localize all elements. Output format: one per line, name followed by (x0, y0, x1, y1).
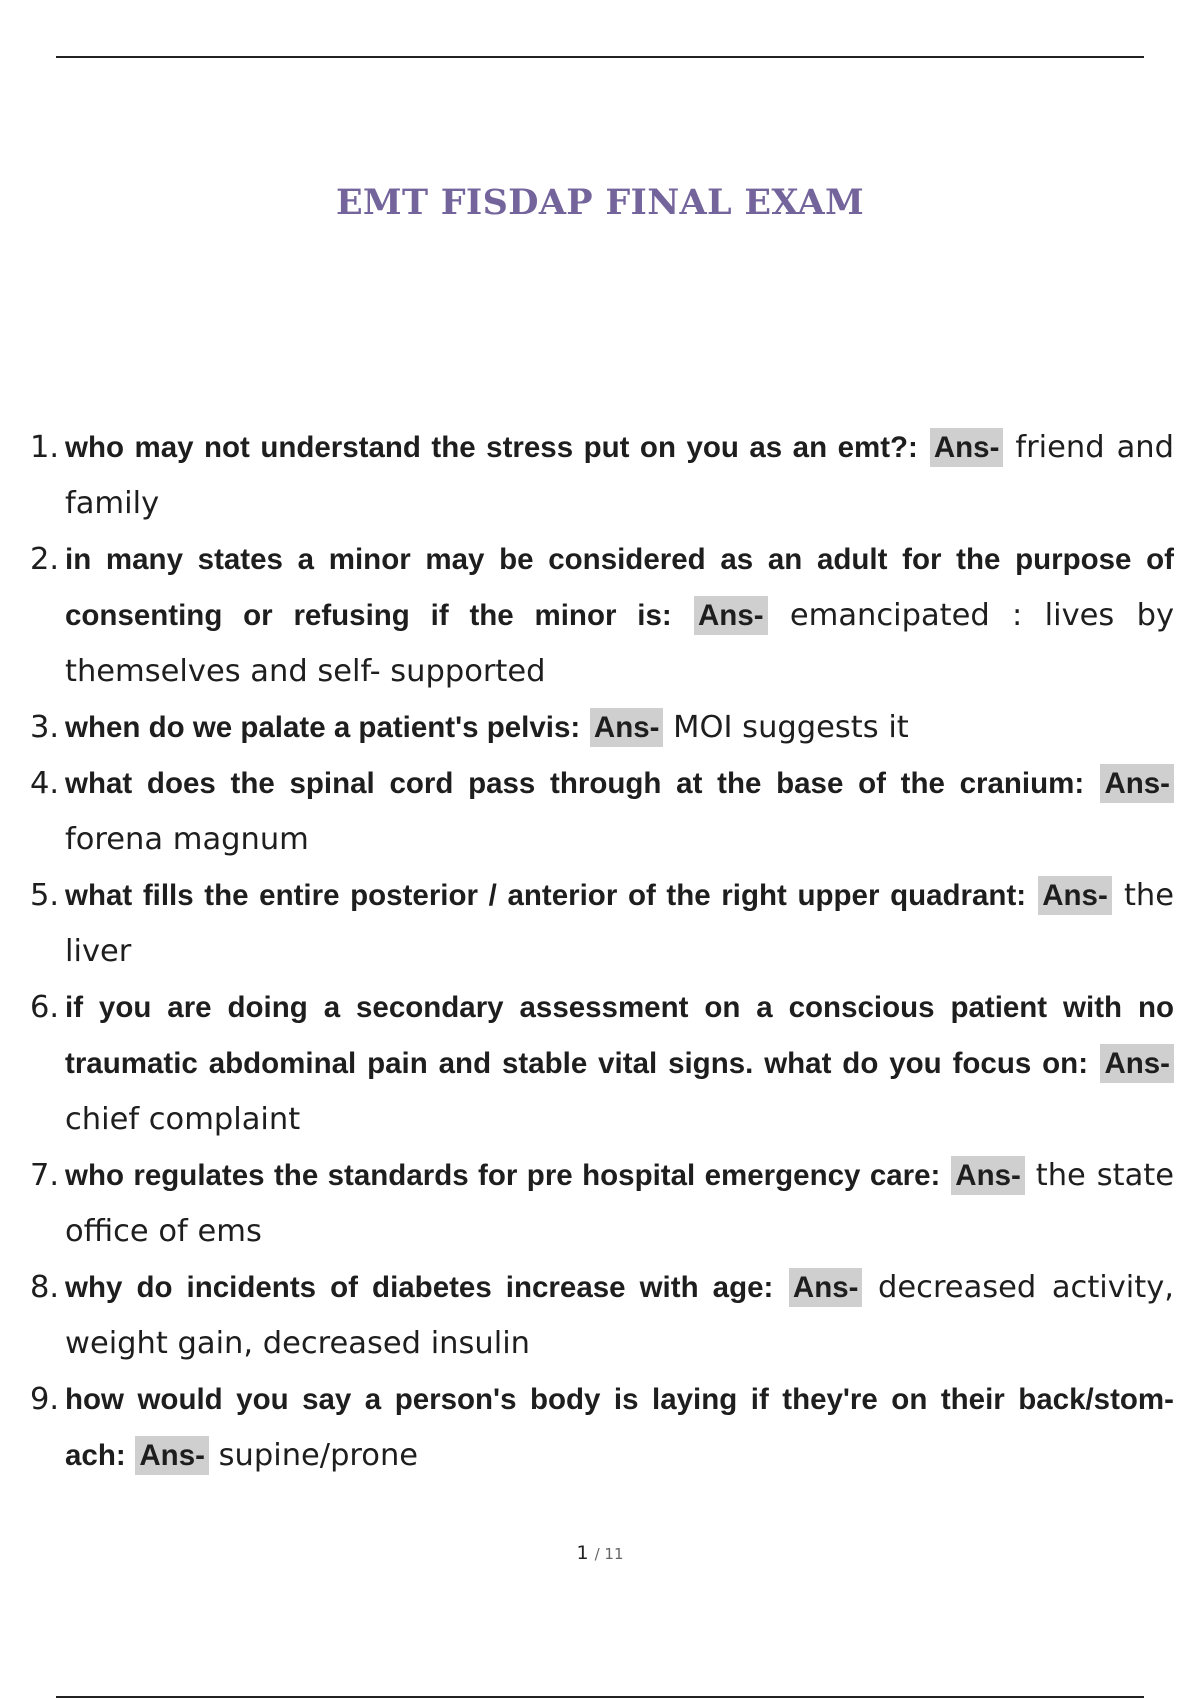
question-item-8 (30, 1260, 1174, 1372)
answer-text: decreased activity, weight gain, decreased insulin (65, 1270, 1174, 1361)
answer-text: forena magnum (65, 822, 309, 857)
answer-marker: Ans- (789, 1268, 863, 1307)
question-item-3 (30, 700, 1174, 756)
question-item-7 (30, 1148, 1174, 1260)
page-title: EMT FISDAP FINAL EXAM (335, 182, 865, 223)
answer-marker: Ans- (1100, 1044, 1174, 1083)
question-text: in many states a minor may be considered as an adult for the purpose of consenting or refusing if the minor is: (65, 543, 1174, 632)
answer-text: MOI suggests it (673, 710, 909, 745)
question-item-2 (30, 532, 1174, 700)
question-number: 9. (30, 1382, 60, 1417)
question-text: who may not understand the stress put on you as an emt?: (65, 431, 918, 464)
answer-marker: Ans- (930, 428, 1004, 467)
question-list (30, 420, 1174, 1484)
answer-marker: Ans- (694, 596, 768, 635)
question-number: 5. (30, 878, 60, 913)
answer-marker: Ans- (135, 1436, 209, 1475)
current-page: 1 (576, 1542, 589, 1564)
question-item-4 (30, 756, 1174, 868)
question-text: who regulates the standards for pre hospital emergency care: (65, 1159, 941, 1192)
total-pages: / 11 (594, 1545, 624, 1563)
answer-marker: Ans- (1100, 764, 1174, 803)
question-number: 1. (30, 430, 60, 465)
page-indicator (0, 1542, 1200, 1564)
answer-marker: Ans- (951, 1156, 1025, 1195)
question-number: 2. (30, 542, 60, 577)
question-number: 6. (30, 990, 60, 1025)
question-item-5 (30, 868, 1174, 980)
question-text: if you are doing a secondary assessment on a conscious patient with no traumatic abdominal pain and stable vital signs. what do you focus on: (65, 991, 1174, 1080)
answer-text: the state office of ems (65, 1158, 1174, 1249)
answer-text: friend and family (65, 430, 1174, 521)
question-item-1 (30, 420, 1174, 532)
bottom-rule (56, 1696, 1144, 1698)
answer-text: chief complaint (65, 1102, 301, 1137)
question-number: 4. (30, 766, 60, 801)
top-rule (56, 56, 1144, 58)
question-item-6 (30, 980, 1174, 1148)
answer-marker: Ans- (590, 708, 664, 747)
answer-text: supine/prone (218, 1438, 419, 1473)
question-text: what does the spinal cord pass through at the base of the cranium: (65, 767, 1085, 800)
question-text: what fills the entire posterior / anterior of the right upper quadrant: (65, 879, 1027, 912)
question-number: 8. (30, 1270, 60, 1305)
question-text: when do we palate a patient's pelvis: (65, 711, 581, 744)
question-text: why do incidents of diabetes increase with age: (65, 1271, 774, 1304)
question-item-9 (30, 1372, 1174, 1484)
question-text: how would you say a person's body is laying if they're on their back/stom- ach: (65, 1383, 1174, 1472)
answer-text: emancipated : lives by themselves and self- supported (65, 598, 1174, 689)
answer-text: the liver (65, 878, 1174, 969)
question-number: 3. (30, 710, 60, 745)
answer-marker: Ans- (1038, 876, 1112, 915)
question-number: 7. (30, 1158, 60, 1193)
